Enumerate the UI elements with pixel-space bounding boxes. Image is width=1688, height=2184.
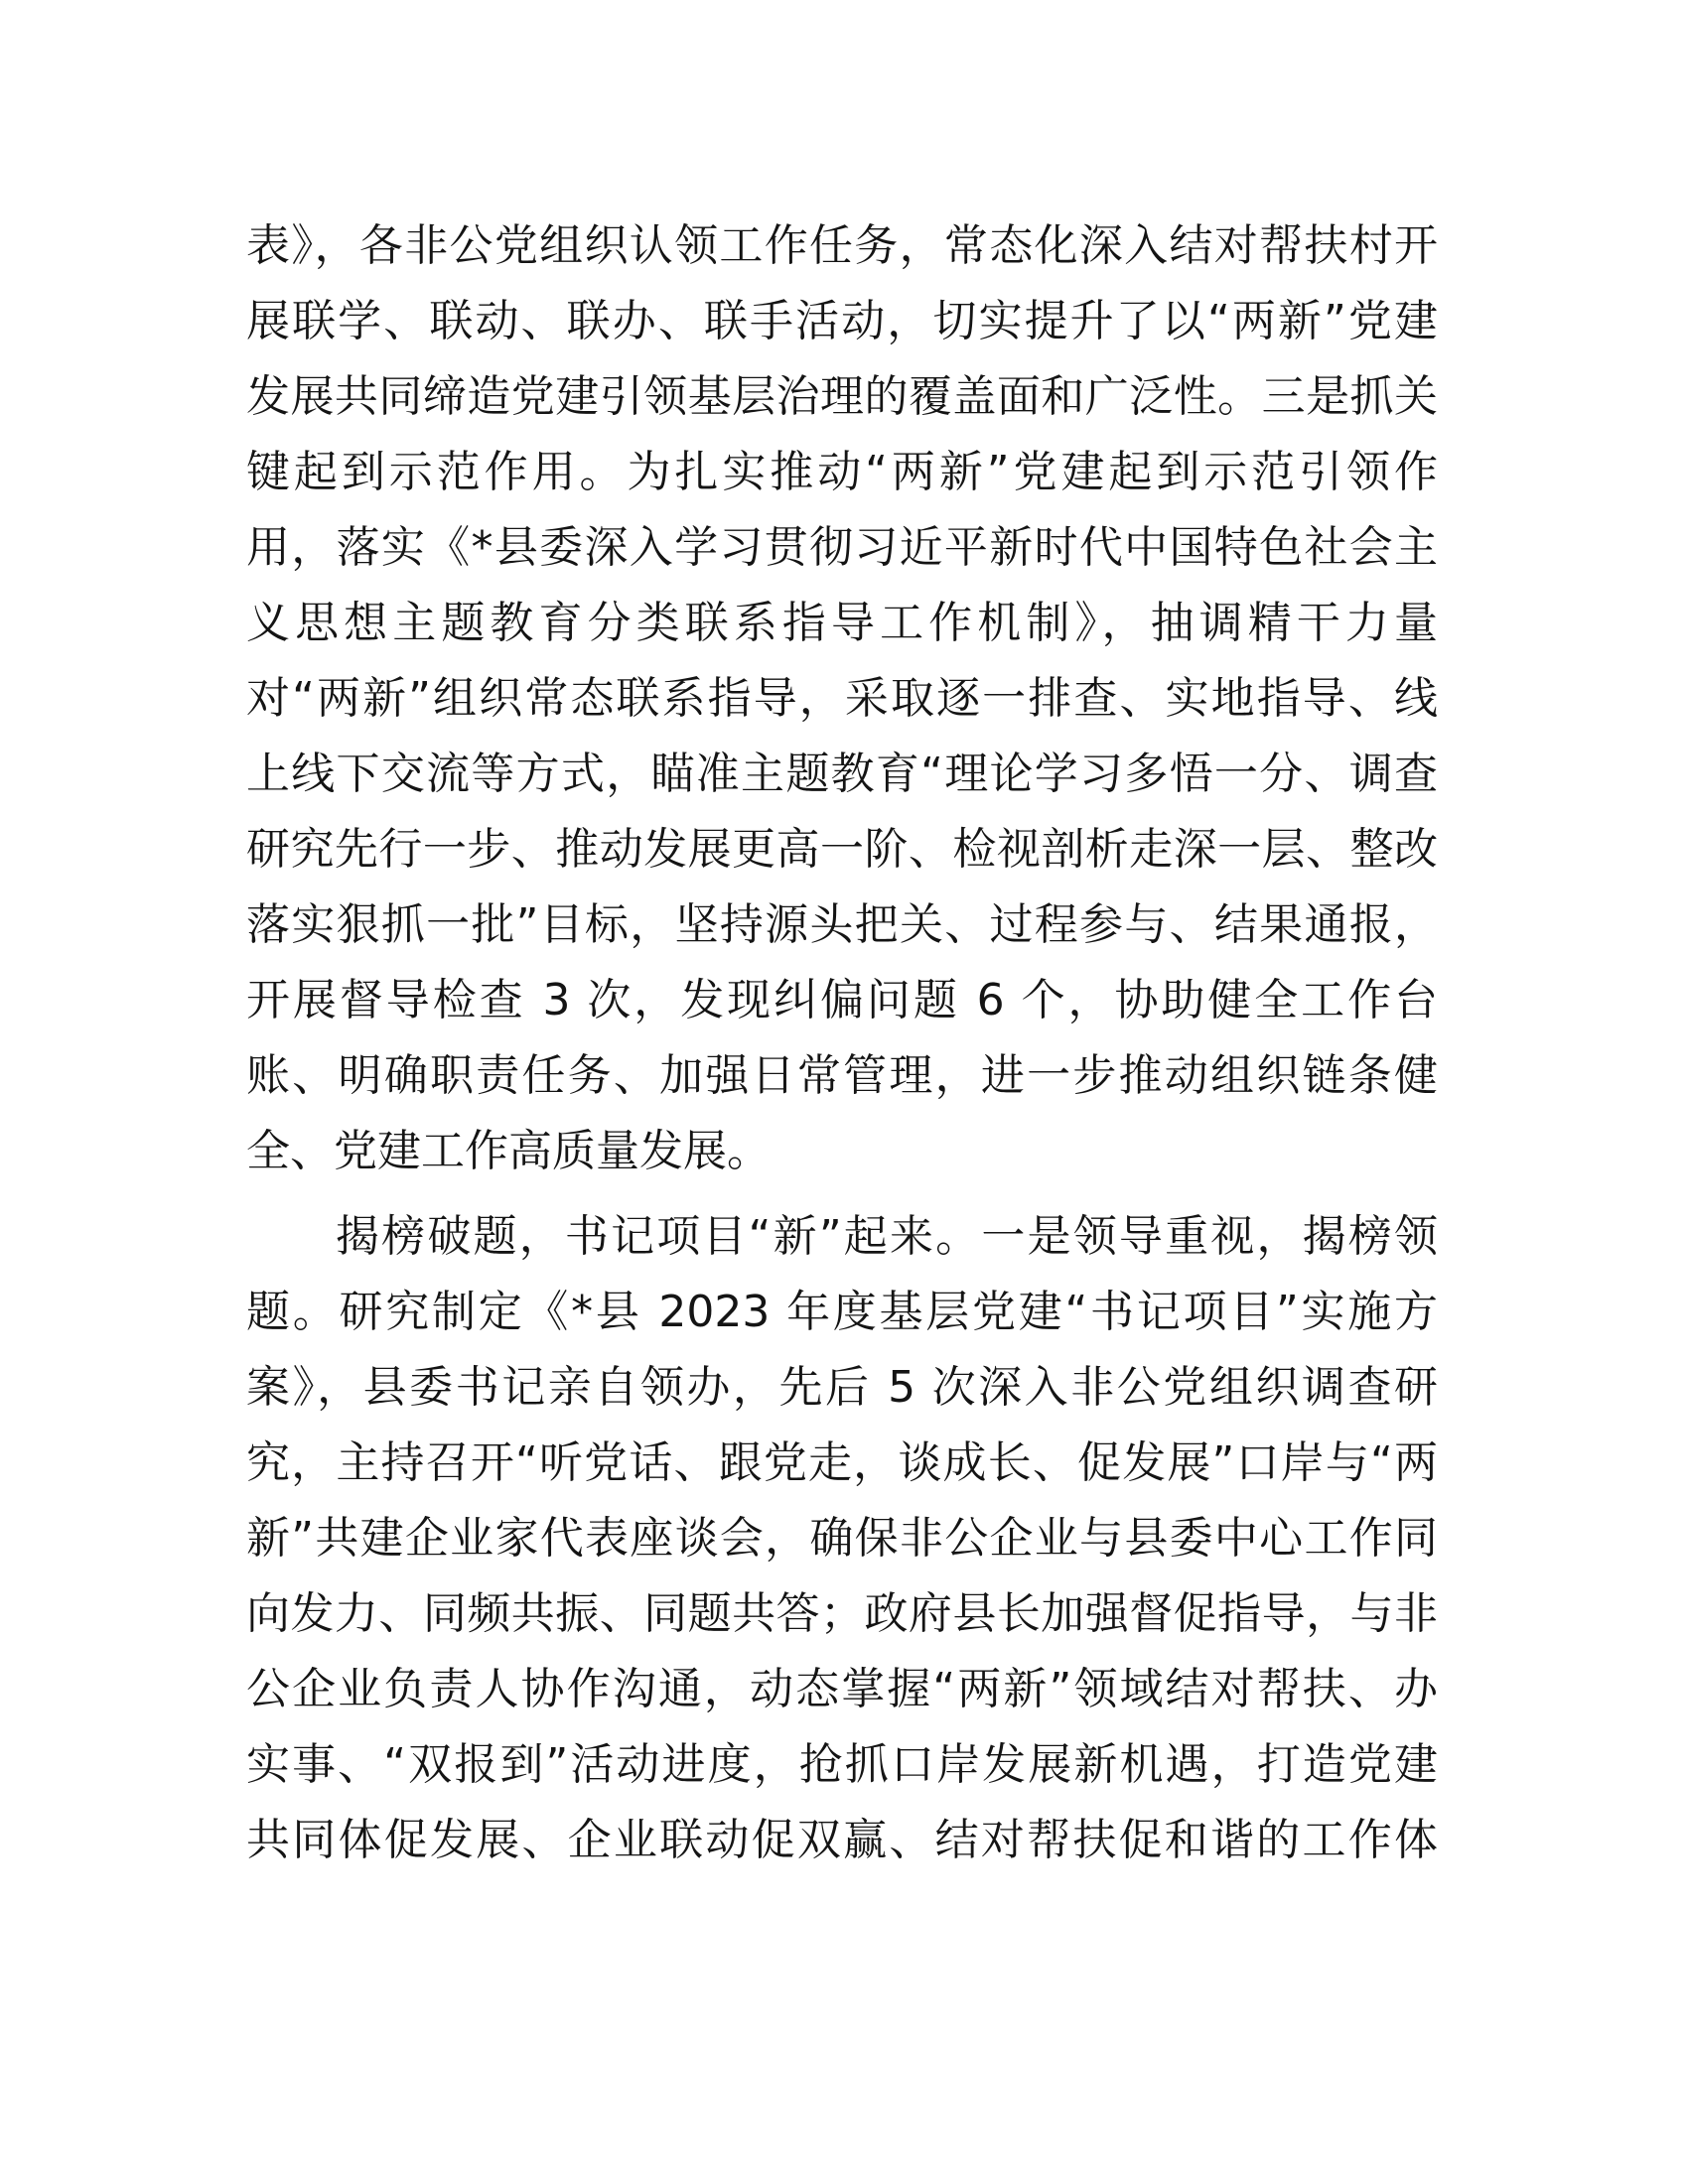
text-line: 键起到示范作用。为扎实推动“两新”党建起到示范引领作 bbox=[246, 447, 1438, 497]
text-line: 上线下交流等方式，瞄准主题教育“理论学习多悟一分、调查 bbox=[246, 749, 1438, 799]
text-line: 表》，各非公党组织认领工作任务，常态化深入结对帮扶村开 bbox=[246, 220, 1438, 271]
text-line: 发展共同缔造党建引领基层治理的覆盖面和广泛性。三是抓关 bbox=[246, 371, 1438, 422]
text-line: 研究先行一步、推动发展更高一阶、检视剖析走深一层、整改 bbox=[246, 824, 1438, 875]
text-line: 落实狠抓一批”目标，坚持源头把关、过程参与、结果通报， bbox=[246, 899, 1438, 950]
text-line: 全、党建工作高质量发展。 bbox=[246, 1126, 771, 1176]
paragraph-1 bbox=[246, 208, 1438, 1189]
text-line: 案》，县委书记亲自领办，先后 5 次深入非公党组织调查研 bbox=[246, 1362, 1438, 1413]
text-line: 究，主持召开“听党话、跟党走，谈成长、促发展”口岸与“两 bbox=[246, 1437, 1438, 1488]
text-line: 向发力、同频共振、同题共答；政府县长加强督促指导，与非 bbox=[246, 1588, 1438, 1639]
text-line: 展联学、联动、联办、联手活动，切实提升了以“两新”党建 bbox=[246, 296, 1438, 346]
text-line: 用，落实《*县委深入学习贯彻习近平新时代中国特色社会主 bbox=[246, 522, 1438, 573]
text-line: 新”共建企业家代表座谈会，确保非公企业与县委中心工作同 bbox=[246, 1513, 1438, 1564]
text-line: 题。研究制定《*县 2023 年度基层党建“书记项目”实施方 bbox=[246, 1287, 1438, 1337]
text-line: 开展督导检查 3 次，发现纠偏问题 6 个，协助健全工作台 bbox=[246, 975, 1438, 1025]
text-line: 对“两新”组织常态联系指导，采取逐一排查、实地指导、线 bbox=[246, 673, 1438, 724]
paragraph-gap bbox=[246, 1189, 1438, 1199]
text-line: 账、明确职责任务、加强日常管理，进一步推动组织链条健 bbox=[246, 1050, 1438, 1101]
text-line: 共同体促发展、企业联动促双赢、结对帮扶促和谐的工作体 bbox=[246, 1815, 1438, 1865]
paragraph-2 bbox=[246, 1199, 1438, 1878]
body-text bbox=[246, 208, 1438, 1878]
text-line: 公企业负责人协作沟通，动态掌握“两新”领域结对帮扶、办 bbox=[246, 1664, 1438, 1714]
text-line: 义思想主题教育分类联系指导工作机制》，抽调精干力量 bbox=[246, 598, 1438, 648]
text-line: 实事、“双报到”活动进度，抢抓口岸发展新机遇，打造党建 bbox=[246, 1739, 1438, 1790]
text-line: 揭榜破题，书记项目“新”起来。一是领导重视，揭榜领 bbox=[336, 1211, 1438, 1262]
